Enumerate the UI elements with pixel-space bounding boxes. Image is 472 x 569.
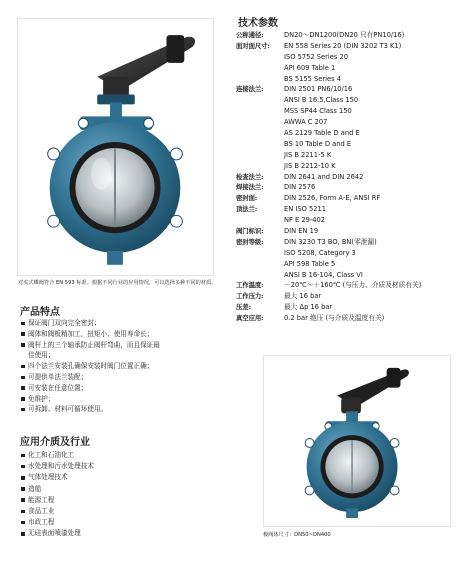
butterfly-valve-image xyxy=(18,19,213,275)
spec-value: 最大 Δp 16 bar xyxy=(284,303,333,312)
spec-label: 焊接法兰: xyxy=(236,183,264,192)
spec-label: 工作压力: xyxy=(236,292,264,301)
spec-label: 连接法兰: xyxy=(236,85,264,94)
spec-row xyxy=(236,237,468,248)
spec-value: BS 10 Table D and E xyxy=(284,139,352,148)
spec-label xyxy=(236,248,284,259)
spec-label: 工作温度: xyxy=(236,281,264,290)
application-item: 能源工程 xyxy=(20,495,94,506)
spec-value: EN 558 Series 20 (DIN 3202 T3 K1) xyxy=(284,41,402,50)
spec-label xyxy=(236,52,284,63)
feature-item: 佳使用； xyxy=(28,351,55,360)
small-photo-caption: 极阀体尺寸：DN50~DN400 xyxy=(263,532,331,538)
spec-value: DIN 2576 xyxy=(284,183,316,192)
spec-row xyxy=(236,63,468,74)
spec-row xyxy=(236,84,468,95)
spec-label: 真空应用: xyxy=(236,314,264,323)
spec-value: ISO 5208, Category 3 xyxy=(284,248,356,257)
spec-value: API 609 Table 1 xyxy=(284,63,336,72)
spec-row xyxy=(236,41,468,52)
spec-label: 压差: xyxy=(236,303,251,312)
spec-row xyxy=(236,280,468,291)
spec-label: 检查法兰: xyxy=(236,172,264,181)
feature-item: 可安装在任意位置； xyxy=(20,383,160,394)
spec-value: BS 5155 Series 4 xyxy=(284,74,341,83)
spec-label: 密封等级: xyxy=(236,237,264,246)
spec-value: DIN 3230 T3 BO, BN(零泄漏) xyxy=(284,237,377,246)
spec-value: MSS SP44 Class 150 xyxy=(284,107,352,116)
spec-row xyxy=(236,248,468,259)
feature-item: 可提供单法兰装配； xyxy=(20,372,160,383)
spec-value: DIN EN 19 xyxy=(284,227,319,236)
application-item: 造船 xyxy=(20,484,94,495)
spec-label xyxy=(236,150,284,161)
spec-value: JIS B 2211-5 K xyxy=(284,150,332,159)
spec-row xyxy=(236,182,468,193)
applications-list xyxy=(20,450,94,540)
spec-value: DN20～DN1200(DN20 只有PN10/16) xyxy=(284,31,405,39)
spec-value: EN ISO 5211 xyxy=(284,205,326,214)
features-heading: 产品特点 xyxy=(20,307,60,318)
spec-value: DIN 2526, Form A-E, ANSI RF xyxy=(284,194,381,203)
spec-label xyxy=(236,161,284,172)
spec-row xyxy=(236,193,468,204)
product-photo-main xyxy=(17,18,214,276)
spec-value: AWWA C 207 xyxy=(284,118,328,127)
spec-value: ANSI B 16-104, Class VI xyxy=(284,270,363,279)
spec-value: 0.2 bar 绝压 (与介质及温度有关) xyxy=(284,314,385,323)
spec-row xyxy=(236,150,468,161)
spec-label: 阀门标识: xyxy=(236,227,264,236)
spec-value: NF E 29-402 xyxy=(284,216,326,225)
spec-row xyxy=(236,226,468,237)
feature-item: 可拆卸、材料可循环使用。 xyxy=(20,404,160,415)
product-photo-small xyxy=(263,355,451,527)
spec-label xyxy=(236,95,284,106)
spec-label: 公称通径: xyxy=(236,31,264,39)
spec-row xyxy=(236,117,468,128)
spec-value: 最大 16 bar xyxy=(284,292,322,301)
spec-label xyxy=(236,128,284,139)
application-item: 水处理和污水处理技术 xyxy=(20,461,94,472)
spec-row xyxy=(236,204,468,215)
spec-label xyxy=(236,259,284,270)
spec-row xyxy=(236,259,468,270)
application-item: 食品工业 xyxy=(20,506,94,517)
spec-row xyxy=(236,302,468,313)
spec-row xyxy=(236,128,468,139)
spec-row xyxy=(236,74,468,85)
spec-row xyxy=(236,52,468,63)
spec-value: －20℃～＋160℃ (与压力、介质及材质有关) xyxy=(284,281,422,290)
spec-row xyxy=(236,106,468,117)
spec-value: DIN 2501 PN6/10/16 xyxy=(284,85,353,94)
spec-row xyxy=(236,270,468,281)
spec-row xyxy=(236,313,468,324)
feature-item: 阀体和阀板精加工，扭矩小、使用寿命长； xyxy=(20,329,160,340)
spec-value: ANSI B 16.5,Class 150 xyxy=(284,96,359,105)
spec-row xyxy=(236,172,468,183)
spec-row xyxy=(236,139,468,150)
spec-value: DIN 2641 and DIN 2642 xyxy=(284,172,364,181)
main-photo-caption: 对夹式蝶阀符合 EN 593 标准。根据不同行业的应用情况，可以选择多种不同的材质。 xyxy=(18,280,217,286)
spec-row xyxy=(236,215,468,226)
spec-row xyxy=(236,161,468,172)
feature-item: 保证阀门双向完全密封； xyxy=(20,318,160,329)
spec-table xyxy=(236,30,468,324)
spec-label xyxy=(236,63,284,74)
butterfly-valve-small-image xyxy=(264,356,450,526)
application-item: 化工和石油化工 xyxy=(20,450,94,461)
spec-label: 面对面尺寸: xyxy=(236,41,270,50)
specs-heading: 技术参数 xyxy=(238,18,278,29)
spec-label xyxy=(236,106,284,117)
spec-label xyxy=(236,270,284,281)
spec-value: API 598 Table 5 xyxy=(284,259,336,268)
spec-value: JIS B 2212-10 K xyxy=(284,161,336,170)
spec-value: AS 2129 Table D and E xyxy=(284,129,360,138)
application-item: 市政工程 xyxy=(20,517,94,528)
applications-heading: 应用介质及行业 xyxy=(20,437,90,448)
spec-row xyxy=(236,95,468,106)
application-item: 气体处理技术 xyxy=(20,472,94,483)
application-item: 无硅表面喷漆处理 xyxy=(20,528,94,539)
spec-label: 密封面: xyxy=(236,194,258,203)
features-list xyxy=(20,318,160,415)
feature-item: 阀杆上的三个轴承防止阀杆弯曲，而且保证最 xyxy=(20,340,160,351)
spec-label: 顶法兰: xyxy=(236,205,258,214)
spec-label xyxy=(236,74,284,85)
feature-item: 四个法兰安装孔确保安装时阀门位置正确； xyxy=(20,361,160,372)
feature-item: 免维护； xyxy=(20,394,160,405)
spec-label xyxy=(236,215,284,226)
spec-value: ISO 5752 Series 20 xyxy=(284,52,348,61)
spec-label xyxy=(236,117,284,128)
spec-label xyxy=(236,139,284,150)
spec-row xyxy=(236,30,468,41)
spec-row xyxy=(236,291,468,302)
